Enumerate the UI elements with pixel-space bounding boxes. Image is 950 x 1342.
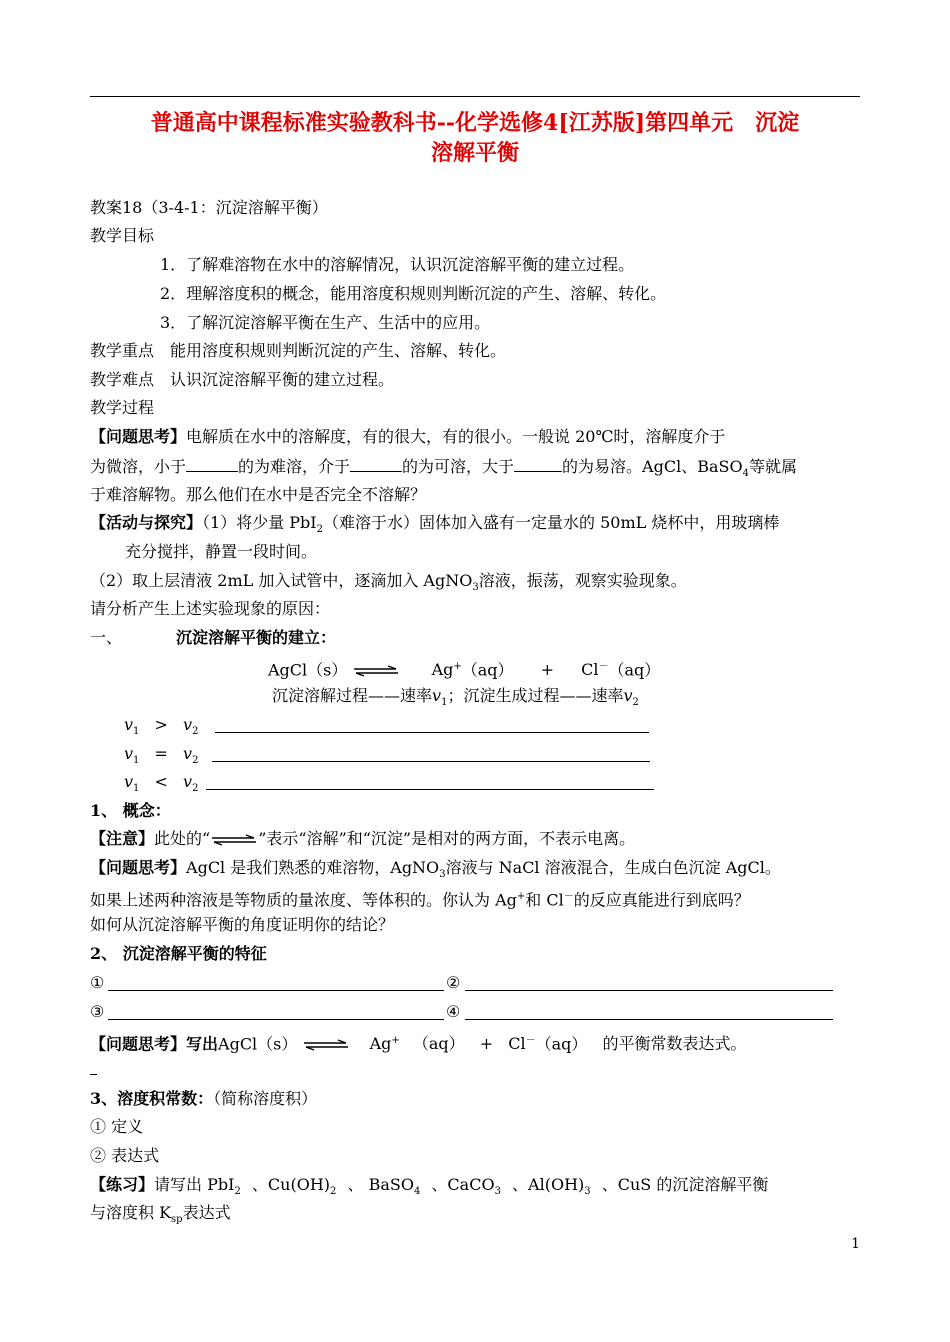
blank-3[interactable] <box>514 455 562 472</box>
title-line-1: 普通高中课程标准实验教科书--化学选修4[江苏版]第四单元 沉淀 <box>150 110 800 136</box>
feature-line-2[interactable] <box>465 990 833 991</box>
rate-definition: 沉淀溶解过程——速率$v_1$；沉淀生成过程——速率$v_2$ <box>272 686 639 709</box>
question-1-line-c: 于难溶解物。那么他们在水中是否完全不溶解？ <box>90 485 427 504</box>
activity-line-b: 充分搅拌，静置一段时间。 <box>125 542 318 561</box>
question-2-line-c: 如何从沉淀溶解平衡的角度证明你的结论？ <box>90 915 395 934</box>
title-line-2: 溶解平衡 <box>430 140 519 166</box>
activity-line-d: 请分析产生上述实验现象的原因： <box>90 599 331 618</box>
compare-row-less: $v_1 < v_2$ <box>124 772 199 795</box>
question-3-line: 【问题思考】写出AgCl（s） Ag+ （aq） + Cl－（aq） 的平衡常数表达式。 <box>90 1034 747 1054</box>
concept-heading: 1、 概念： <box>90 801 171 820</box>
goal-1: 1．了解难溶物在水中的溶解情况，认识沉淀溶解平衡的建立过程。 <box>160 255 635 274</box>
header-rule <box>90 96 860 97</box>
activity-label: 【活动与探究】 <box>90 513 203 532</box>
goal-2: 2．理解溶度积的概念，能用溶度积规则判断沉淀的产生、溶解、转化。 <box>160 284 667 303</box>
feature-marker-3: ③ <box>90 1002 105 1021</box>
process-label: 教学过程 <box>90 398 155 417</box>
exercise-line-b: 与溶度积 $K_{sp}$表达式 <box>90 1203 231 1226</box>
goal-3: 3．了解沉淀溶解平衡在生产、生活中的应用。 <box>160 313 491 332</box>
blank-2[interactable] <box>350 455 402 472</box>
question-label: 【问题思考】 <box>90 427 187 446</box>
difficulty: 教学难点 认识沉淀溶解平衡的建立过程。 <box>90 370 395 389</box>
document-title <box>90 108 860 168</box>
compare-row-greater: $v_1 > v_2$ <box>124 715 199 738</box>
ksp-heading: 3、溶度积常数：（简称溶度积） <box>90 1089 318 1108</box>
question-1-line-a: 【问题思考】电解质在水中的溶解度，有的很大，有的很小。一般说 20℃时，溶解度介于 <box>90 427 726 446</box>
compare-row-equal: $v_1 = v_2$ <box>124 744 199 767</box>
blank-1[interactable] <box>186 455 238 472</box>
lesson-case: 教案18（3-4-1：沉淀溶解平衡） <box>90 198 328 217</box>
features-heading: 2、 沉淀溶解平衡的特征 <box>90 944 267 963</box>
ksp-definition: ① 定义 <box>90 1117 144 1136</box>
answer-line-equal[interactable] <box>212 761 650 762</box>
equilibrium-arrow-icon <box>210 834 258 846</box>
feature-line-4[interactable] <box>465 1019 833 1020</box>
equilibrium-arrow-icon <box>352 665 400 677</box>
goals-label: 教学目标 <box>90 226 155 245</box>
activity-line-c: （2）取上层清液 2mL 加入试管中，逐滴加入 AgNO$_3$溶液，振荡，观察实验现象。 <box>90 571 687 594</box>
exercise-line-a: 【练习】请写出 PbI$_2$ 、$Cu(OH)_2$ 、 BaSO$_4$ 、CaCO$_3$ 、$Al(OH)_3$ 、CuS 的沉淀溶解平衡 <box>90 1175 769 1198</box>
page-number: 1 <box>851 1236 860 1252</box>
section-1-heading: 一、 沉淀溶解平衡的建立： <box>90 628 337 647</box>
answer-line-less[interactable] <box>206 789 654 790</box>
activity-line-a: 【活动与探究】（1）将少量 PbI$_2$（难溶于水）固体加入盛有一定量水的 50mL 烧杯中，用玻璃棒 <box>90 513 780 536</box>
ksp-expression: ② 表达式 <box>90 1146 160 1165</box>
answer-line-greater[interactable] <box>215 732 649 733</box>
dissolution-equation: AgCl（s） Ag+（aq） + Cl－（aq） <box>268 660 661 680</box>
feature-marker-2: ② <box>446 973 461 992</box>
note-line: 【注意】此处的“ ”表示“溶解”和“沉淀”是相对的两方面，不表示电离。 <box>90 829 636 848</box>
question-1-line-b: 为微溶，小于 的为难溶，介于 的为可溶，大于 的为易溶。AgCl、BaSO$_4$等就属 <box>90 457 797 480</box>
question-2-line-a: 【问题思考】AgCl 是我们熟悉的难溶物，AgNO$_3$溶液与 NaCl 溶液混合，生成白色沉淀 AgCl。 <box>90 858 781 881</box>
feature-marker-1: ① <box>90 973 105 992</box>
feature-line-3[interactable] <box>108 1019 444 1020</box>
feature-marker-4: ④ <box>446 1002 461 1021</box>
equilibrium-arrow-icon <box>302 1039 350 1051</box>
feature-line-1[interactable] <box>108 990 444 991</box>
key-point: 教学重点 能用溶度积规则判断沉淀的产生、溶解、转化。 <box>90 341 507 360</box>
question-2-line-b: 如果上述两种溶液是等物质的量浓度、等体积的。你认为 Ag+和 Cl－的反应真能进行到底吗？ <box>90 890 750 910</box>
short-answer-line[interactable] <box>90 1074 97 1075</box>
